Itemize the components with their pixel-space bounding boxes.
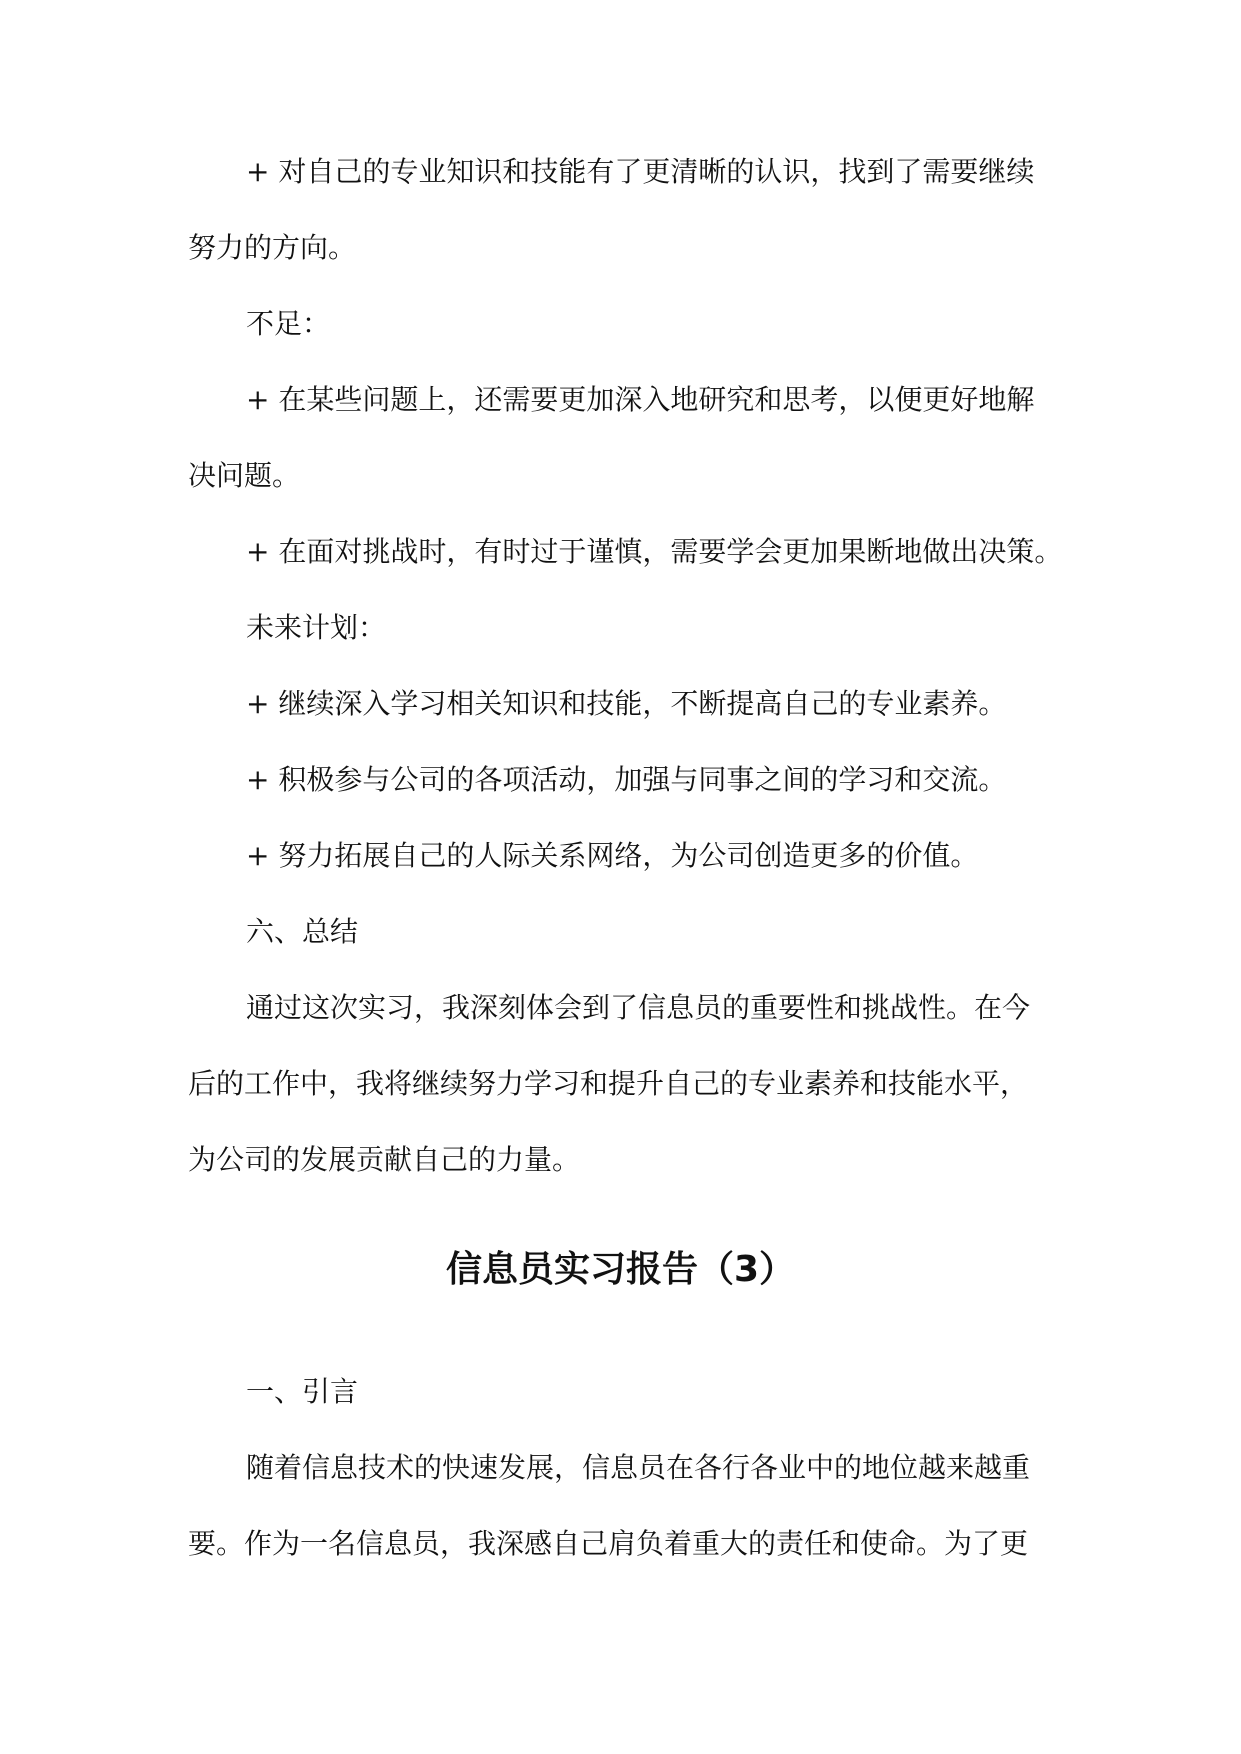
- shortcoming-1-line-1: + 在某些问题上，还需要更加深入地研究和思考，以便更好地解: [246, 383, 1035, 416]
- shortcoming-2: + 在面对挑战时，有时过于谨慎，需要学会更加果断地做出决策。: [246, 535, 1063, 568]
- summary-line-3: 为公司的发展贡献自己的力量。: [188, 1143, 581, 1176]
- plan-item-2: + 积极参与公司的各项活动，加强与同事之间的学习和交流。: [246, 763, 1007, 796]
- future-plan-heading: 未来计划：: [246, 611, 387, 644]
- gains-item-line-2: 努力的方向。: [188, 231, 357, 264]
- shortcoming-1-line-2: 决问题。: [188, 459, 301, 492]
- intro-line-2: 要。作为一名信息员，我深感自己肩负着重大的责任和使命。为了更: [188, 1527, 1029, 1560]
- plan-item-1: + 继续深入学习相关知识和技能，不断提高自己的专业素养。: [246, 687, 1007, 720]
- report-title: 信息员实习报告（3）: [445, 1249, 796, 1290]
- intro-line-1: 随着信息技术的快速发展，信息员在各行各业中的地位越来越重: [246, 1451, 1031, 1484]
- gains-item-line-1: + 对自己的专业知识和技能有了更清晰的认识，找到了需要继续: [246, 155, 1035, 188]
- summary-line-2: 后的工作中，我将继续努力学习和提升自己的专业素养和技能水平，: [188, 1067, 1029, 1100]
- plan-item-3: + 努力拓展自己的人际关系网络，为公司创造更多的价值。: [246, 839, 979, 872]
- summary-line-1: 通过这次实习，我深刻体会到了信息员的重要性和挑战性。在今: [246, 991, 1031, 1024]
- summary-heading: 六、总结: [246, 915, 359, 948]
- shortcomings-heading: 不足：: [246, 307, 331, 340]
- intro-heading: 一、引言: [246, 1375, 359, 1408]
